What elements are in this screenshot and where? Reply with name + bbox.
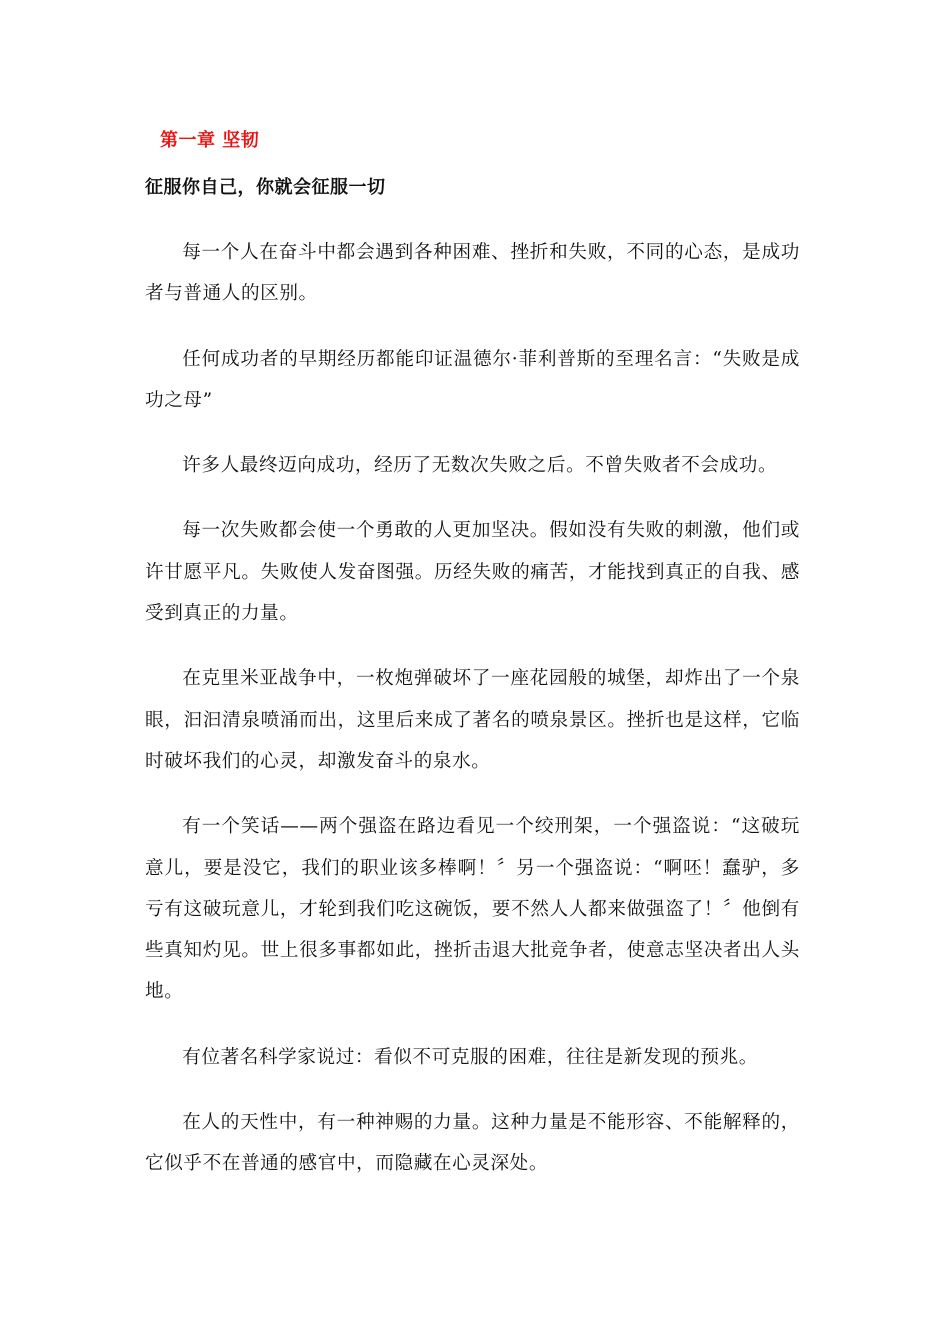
paragraph-3: 许多人最终迈向成功，经历了无数次失败之后。不曾失败者不会成功。 <box>182 455 778 477</box>
paragraph-1: 每一个人在奋斗中都会遇到各种困难、挫折和失败，不同的心态，是成功者与普通人的区别。 <box>145 242 800 305</box>
paragraph-7: 有位著名科学家说过：看似不可克服的困难，往往是新发现的预兆。 <box>182 1046 759 1068</box>
section-title: 征服你自己，你就会征服一切 <box>145 177 386 198</box>
paragraph-4: 每一次失败都会使一个勇敢的人更加坚决。假如没有失败的刺激，他们或许甘愿平凡。失败使人发奋图强。历经失败的痛苦，才能找到真正的自我、感受到真正的力量。 <box>145 520 800 625</box>
paragraph-8: 在人的天性中，有一种神赐的力量。这种力量是不能形容、不能解释的，它似乎不在普通的感官中，而隐藏在心灵深处。 <box>145 1112 800 1175</box>
paragraph-6: 有一个笑话——两个强盗在路边看见一个绞刑架，一个强盗说：“这破玩意儿，要是没它，我们的职业该多棒啊！〞另一个强盗说：“啊呸！蠢驴，多亏有这破玩意儿，才轮到我们吃这碗饭，要不然人人都来做强盗了！〞他倒有些真知灼见。世上很多事都如此，挫折击退大批竞争者，使意志坚决者出人头地。 <box>145 816 800 1003</box>
paragraph-5: 在克里米亚战争中，一枚炮弹破坏了一座花园般的城堡，却炸出了一个泉眼，汩汩清泉喷涌而出，这里后来成了著名的喷泉景区。挫折也是这样，它临时破坏我们的心灵，却激发奋斗的泉水。 <box>145 668 800 772</box>
paragraph-2: 任何成功者的早期经历都能印证温德尔·菲利普斯的至理名言：“失败是成功之母” <box>145 348 800 411</box>
chapter-title: 第一章 坚韧 <box>160 130 260 151</box>
document-body <box>145 232 800 1209</box>
